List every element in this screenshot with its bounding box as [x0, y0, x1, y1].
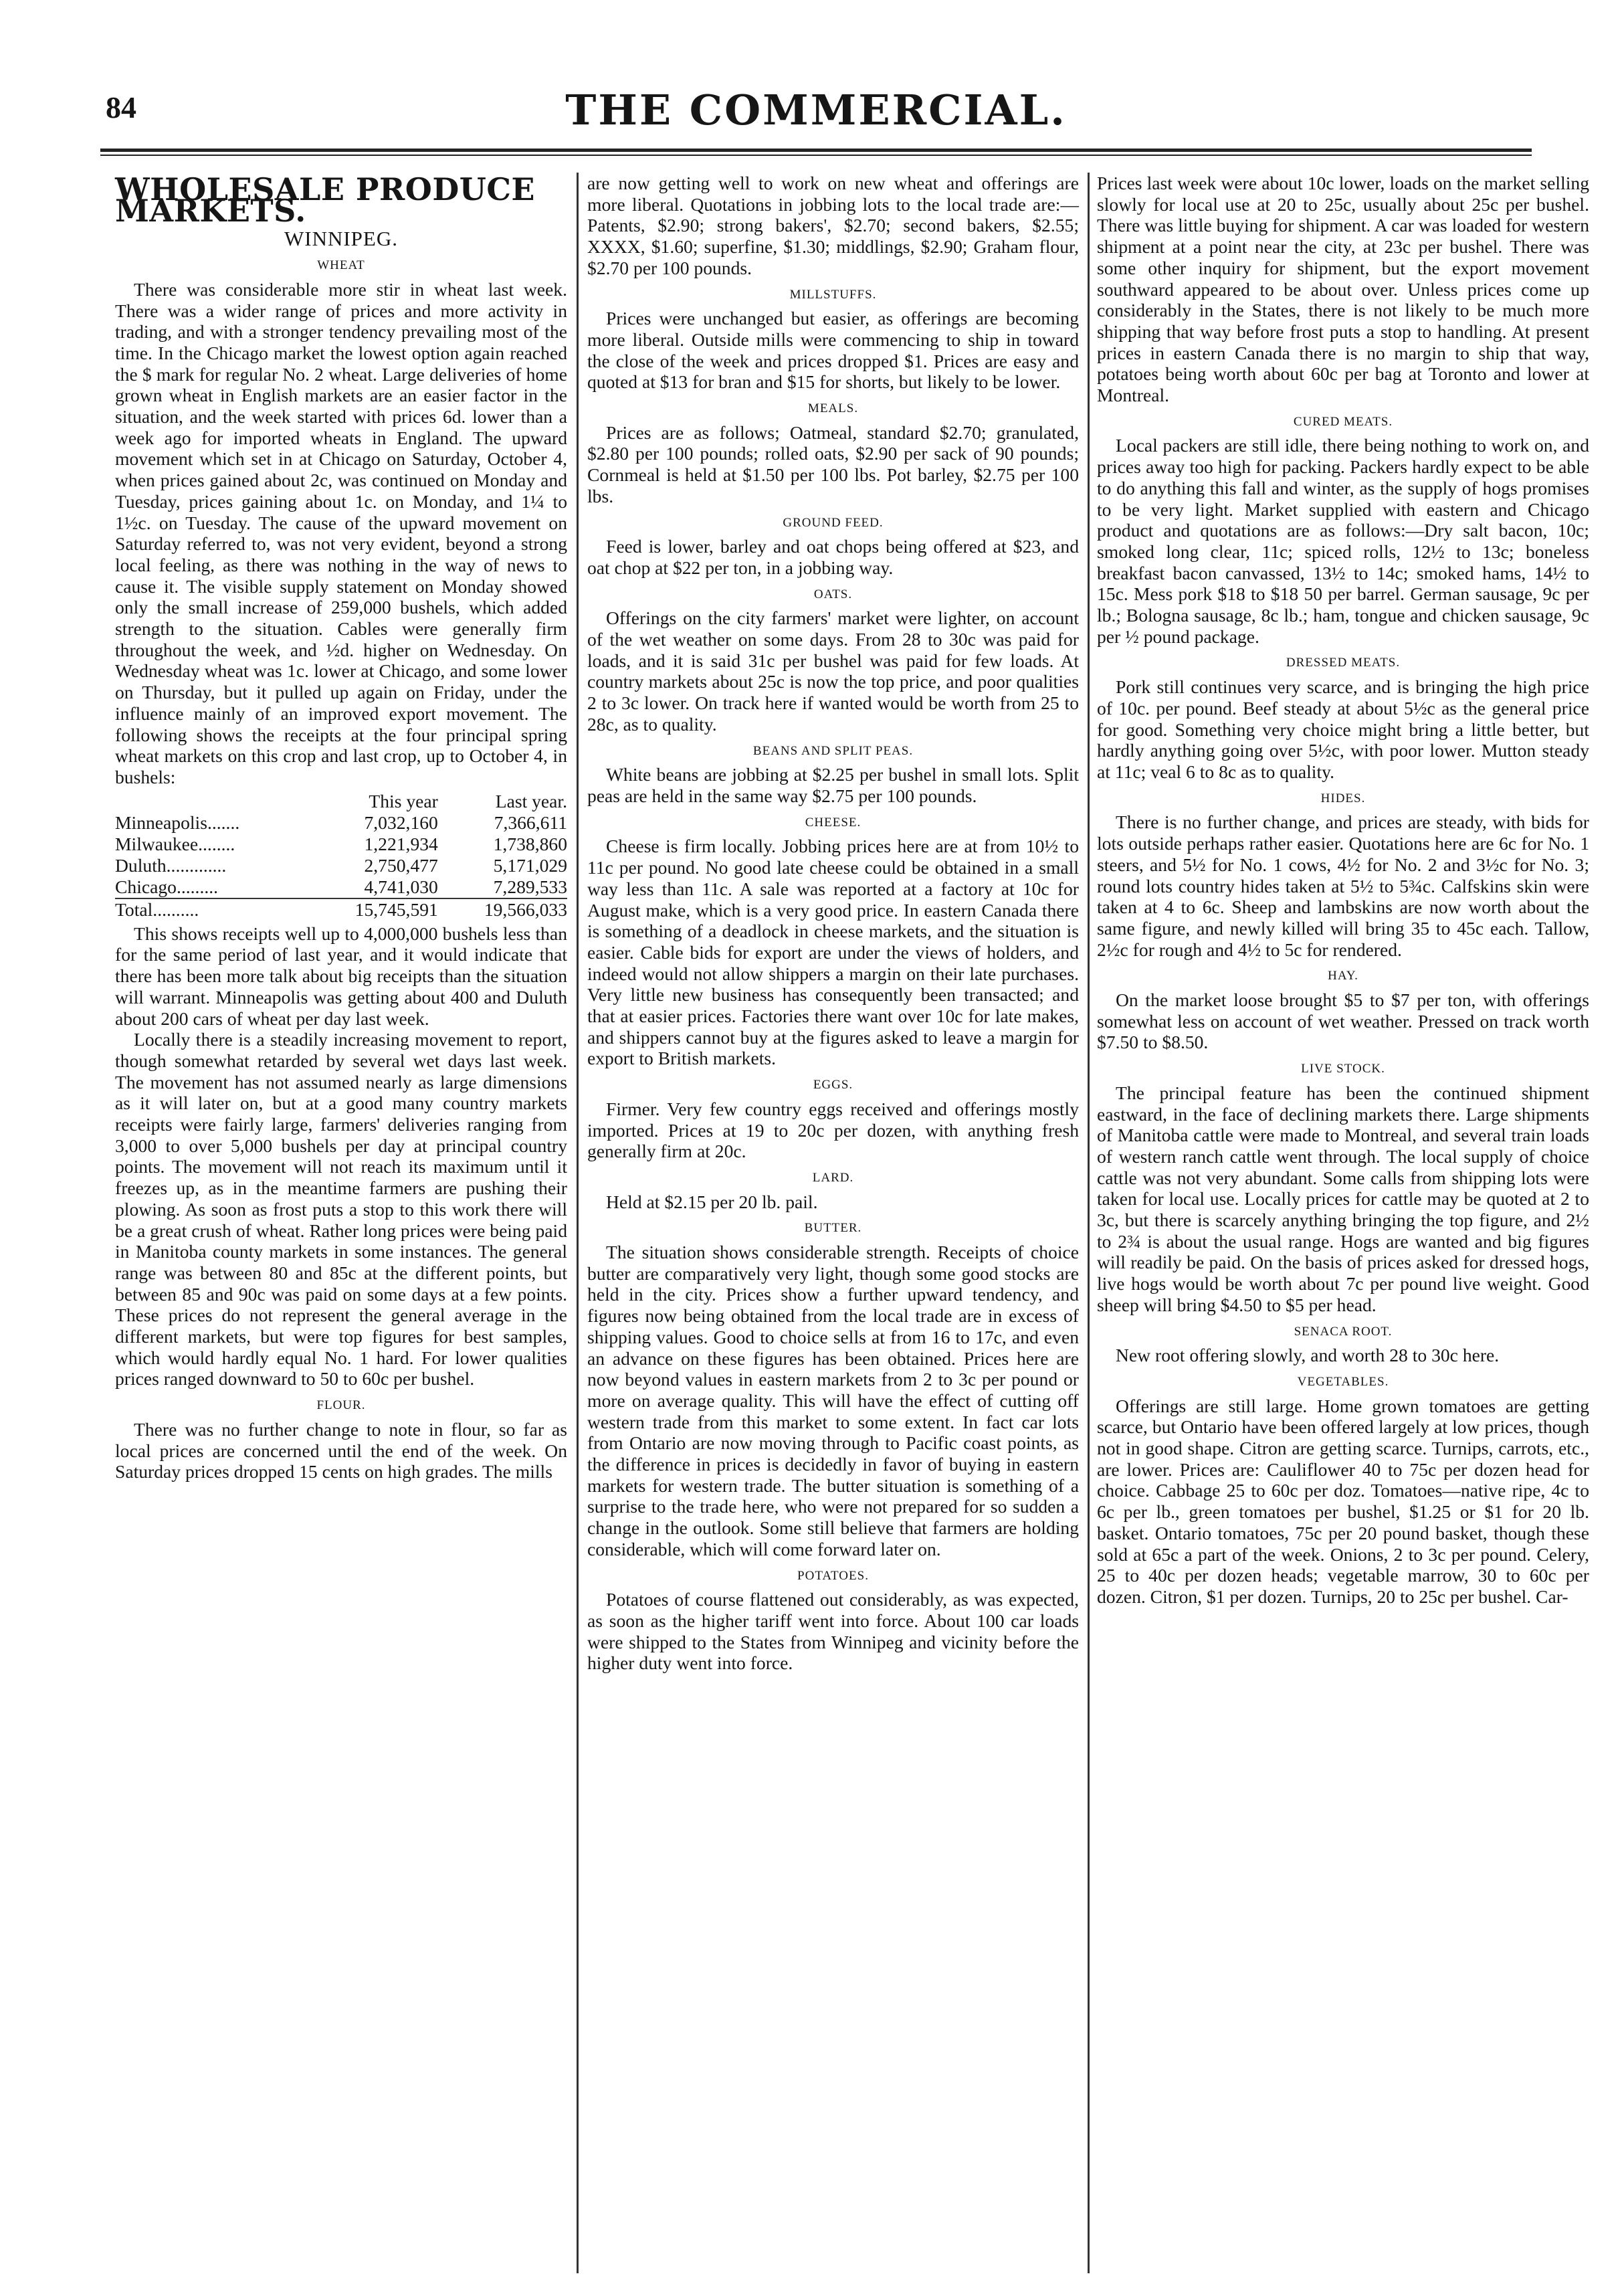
beans-paragraph: White beans are jobbing at $2.25 per bushel in small lots. Split peas are held in the same way $2.75 per 100 pounds.: [587, 764, 1079, 806]
city-cell: Minneapolis.......: [115, 811, 240, 833]
masthead: THE COMMERCIAL.: [565, 86, 1067, 134]
this-year-cell: 4,741,030: [364, 876, 438, 897]
cheese-paragraph: Cheese is firm locally. Jobbing prices here are at from 10½ to 11c per pound. No good late cheese could be obtained in a small way less than 11c. A sale was reported at a factory at 10c for August make, which is a very good price. In eastern Canada there is something of a deadlock in cheese markets, and the situation is easier. Cable bids for export are under the views of holders, and indeed would not allow shippers a margin on their late purchases. Very little new business has consequently been transacted; and that at easier prices. Factories there want over 10c for late makes, and shippers cannot buy at the figures asked to leave a margin for export to British markets.: [587, 836, 1079, 1069]
section-heading-millstuffs: MILLSTUFFS.: [789, 287, 877, 302]
section-heading-beans: BEANS AND SPLIT PEAS.: [752, 743, 914, 758]
meals-paragraph: Prices are as follows; Oatmeal, standard $2.70; granulated, $2.80 per 100 pounds; rolled oats, $2.90 per sack of 90 pounds; Cornmeal is held at $1.50 per 100 lbs. Pot barley, $2.75 per 100 lbs.: [587, 421, 1079, 506]
header-rule-thick: [100, 149, 1532, 152]
table-total-row: [115, 898, 567, 921]
wheat-paragraph-2: This shows receipts well up to 4,000,000 bushels less than for the same period of last year, and it would indicate that there has been more talk about big receipts than the situation will warrant. Minneapolis was getting about 400 and Duluth about 200 cars of wheat per day last week.: [115, 923, 567, 1029]
hides-paragraph: There is no further change, and prices are steady, with bids for lots outside perhaps rather easier. Quotations here are 6c for No. 1 steers, and 5½ for No. 1 cows, 4½ for No. 2 and 3½c for No. 3; round lots country hides taken at 5½ to 5¾c. Calfskins skin were taken at 4 to 6c. Sheep and lambskins are now worth about the same figure, and newly killed will bring 35 to 45c each. Tallow, 2½c for rough and 4½ to 5c for rendered.: [1097, 811, 1589, 960]
header-rule-thin: [100, 155, 1532, 156]
section-heading-eggs: EGGS.: [813, 1078, 853, 1092]
section-heading-live-stock: LIVE STOCK.: [1301, 1062, 1385, 1076]
seneca-root-paragraph: New root offering slowly, and worth 28 to 30c here.: [1116, 1345, 1500, 1366]
this-year-cell: 2,750,477: [364, 854, 438, 876]
wheat-paragraph-1: There was considerable more stir in wheat last week. There was a wider range of prices and more activity in trading, and with a stronger tendency prevailing most of the time. In the Chicago market the lowest option again reached the $ mark for regular No. 2 wheat. Large deliveries of home grown wheat in English markets are an easier factor in the situation, and the week started with prices 6d. lower than a week ago for imported wheats in England. The upward movement which set in at Chicago on Saturday, October 4, when prices gained about 2c, was continued on Monday and Tuesday, prices gaining about 1c. on Monday, and 1¼ to 1½c. on Tuesday. The cause of the upward movement on Saturday referred to, was not very evident, beyond a strong local feeling, as there was nothing in the way of news to cause it. The visible supply statement on Monday showed only the small increase of 259,000 bushels, which added strength to the situation. Cables were generally firm throughout the week, and ½d. higher on Wednesday. On Wednesday wheat was 1c. lower at Chicago, and some lower on Thursday, but it pulled up again on Friday, under the influence mainly of an improved export movement. The following shows the receipts at the four principal spring wheat markets on this crop and last crop, up to October 4, in bushels:: [115, 278, 567, 787]
section-heading-lard: LARD.: [812, 1170, 854, 1185]
table-row: [115, 834, 567, 855]
page-number: 84: [106, 90, 136, 124]
last-year-cell: 7,366,611: [494, 811, 567, 833]
column-divider-1: [577, 173, 579, 2273]
column-1: [115, 173, 567, 1483]
potatoes-continued-paragraph: Prices last week were about 10c lower, loads on the market selling slowly for local use at 20 to 25c, usually about 25c per bushel. There was little buying for shipment. A car was loaded for western shipment at a point near the city, at 23c per bushel. There was some other inquiry for shipment, but the export movement southward appeared to be about over. Unless prices come up considerably in the States, there is not likely to be much more shipping that way before frost puts a stop to handling. At present prices in eastern Canada there is no margin to ship that way, potatoes being worth about 60c per bag at Toronto and lower at Montreal.: [1097, 173, 1589, 406]
section-heading-cured-meats: CURED MEATS.: [1293, 414, 1393, 429]
butter-paragraph: The situation shows considerable strength. Receipts of choice butter are comparatively very light, though some good stocks are held in the city. Prices show a further upward tendency, and figures now being obtained from the local trade are in excess of shipping values. Good to choice sells at from 16 to 17c, and even an advance on these figures has been obtained. Prices here are now beyond values in eastern markets from 2 to 3c per pound or more on average quality. This will have the effect of cutting off western trade from this market to some extent. In fact car lots from Ontario are now moving through to Pacific coast points, as the difference in prices is decidedly in favor of buying in eastern markets for western trade. The butter situation is something of a surprise to the trade here, who were not prepared for so sudden a change in the outlook. Some still believe that farmers are holding considerable, which will come forward later on.: [587, 1242, 1079, 1559]
table-row: [115, 876, 567, 898]
wheat-paragraph-3: Locally there is a steadily increasing movement to report, though somewhat retarded by several wet days last week. The movement has not assumed nearly as large dimensions as it will later on, but at a good many country markets receipts were fairly large, farmers' deliveries ranging from 3,000 to over 5,000 bushels per day at principal country points. The movement will not reach its maximum until it freezes up, as in the meantime farmers are pushing their plowing. As soon as frost puts a stop to this work there will be a great crush of wheat. Rather long prices were being paid in Manitoba county markets in some instances. The general range was between 80 and 85c at the different points, but between 85 and 90c was paid on some days at a few points. These prices do not represent the general average in the different markets, but were top figures for best samples, which would hardly equal No. 1 hard. For lower qualities prices ranged downward to 50 to 60c per bushel.: [115, 1029, 567, 1390]
cured-meats-paragraph: Local packers are still idle, there being nothing to work on, and prices away too high for packing. Packers hardly expect to be able to do anything this fall and winter, as the supply of hogs promises to be very light. Market supplied with eastern and Chicago product and quotations are as follows:—Dry salt bacon, 10c; smoked long clear, 11c; spiced rolls, 12½ to 13c; boneless breakfast bacon canvassed, 13½ to 14c; smoked hams, 14½ to 15c. Mess pork $18 to $18 50 per barrel. German sausage, 9c per lb.; Bologna sausage, 8c lb.; ham, tongue and chicken sausage, 9c per ½ pound package.: [1097, 435, 1589, 647]
section-heading-butter: BUTTER.: [804, 1221, 862, 1236]
hay-paragraph: On the market loose brought $5 to $7 per ton, with offerings somewhat less on account of wet weather. Pressed on track worth $7.50 to $8.50.: [1097, 989, 1589, 1053]
location-heading: WINNIPEG.: [284, 227, 398, 251]
city-cell: Milwaukee........: [115, 833, 235, 854]
section-heading-hides: HIDES.: [1320, 791, 1366, 805]
flour-continued-paragraph: are now getting well to work on new wheat and offerings are more liberal. Quotations in jobbing lots to the local trade are:—Patents, $2.90; strong bakers', $2.70; second bakers, $2.55; XXXX, $1.60; superfine, $1.30; middlings, $2.90; Graham flour, $2.70 per 100 pounds.: [587, 173, 1079, 278]
city-cell: Duluth.............: [115, 854, 227, 876]
section-heading-wheat: WHEAT: [317, 258, 365, 273]
this-year-cell: 1,221,934: [364, 833, 438, 854]
last-year-cell: 1,738,860: [493, 833, 567, 854]
section-heading-oats: OATS.: [813, 587, 853, 601]
total-this-year: 15,745,591: [309, 898, 438, 921]
this-year-cell: 7,032,160: [364, 811, 438, 833]
article-title: WHOLESALE PRODUCE MARKETS.: [115, 171, 535, 229]
table-row: [115, 812, 567, 834]
section-heading-flour: FLOUR.: [316, 1398, 366, 1413]
page-header: [100, 86, 1532, 139]
column-3: [1097, 173, 1589, 1608]
section-heading-ground-feed: GROUND FEED.: [783, 515, 884, 530]
oats-paragraph: Offerings on the city farmers' market were lighter, on account of the wet weather on some days. From 28 to 30c was paid for loads, and it is said 31c per bushel was paid for few loads. At country markets about 25c is now the top price, and poor qualities 2 to 3c lower. On track here if wanted would be worth from 25 to 28c, as to quality.: [587, 607, 1079, 735]
total-label: Total..........: [115, 898, 309, 921]
column-header-last-year: Last year.: [495, 790, 567, 811]
last-year-cell: 7,289,533: [493, 876, 567, 897]
receipts-table: [115, 791, 567, 921]
column-header-this-year: This year: [369, 790, 438, 811]
table-row: [115, 855, 567, 876]
section-heading-potatoes: POTATOES.: [797, 1568, 869, 1583]
section-heading-seneca-root: SENACA ROOT.: [1294, 1324, 1393, 1339]
column-divider-2: [1088, 173, 1090, 2273]
lard-paragraph: Held at $2.15 per 20 lb. pail.: [606, 1191, 818, 1212]
section-heading-vegetables: VEGETABLES.: [1297, 1374, 1389, 1389]
live-stock-paragraph: The principal feature has been the continued shipment eastward, in the face of declining markets there. Large shipments of Manitoba cattle were made to Montreal, and several train loads of western ranch cattle went through. The local supply of choice cattle was not very abundant. Some calls from shipping lots were taken for local use. Locally prices for cattle may be quoted at 2 to 3c, but there is scarcely anything bringing the top figure, and 2½ to 2¾ is about the usual range. Hogs are wanted and big figures will readily be paid. On the basis of prices asked for dressed hogs, live hogs would be worth about 7c per pound live weight. Good sheep will bring $4.50 to $5 per head.: [1097, 1082, 1589, 1315]
flour-paragraph: There was no further change to note in flour, so far as local prices are concerned until the end of the week. On Saturday prices dropped 15 cents on high grades. The mills: [115, 1418, 567, 1483]
city-cell: Chicago.........: [115, 876, 219, 897]
section-heading-hay: HAY.: [1328, 969, 1358, 983]
vegetables-paragraph: Offerings are still large. Home grown tomatoes are getting scarce, but Ontario have been offered largely at low prices, though not in good shape. Citron are getting scarce. Turnips, carrots, etc., are lower. Prices are: Cauliflower 40 to 75c per dozen head for choice. Cabbage 25 to 60c per doz. Tomatoes—native ripe, 4c to 6c per lb., green tomatoes per bushel, $1.25 or $1 for 20 lb. basket. Ontario tomatoes, 75c per 20 pound basket, though these sold at 65c a part of the week. Onions, 2 to 3c per pound. Celery, 25 to 40c per dozen heads; vegetable marrow, 30 to 60c per dozen. Citron, $1 per dozen. Turnips, 20 to 25c per bushel. Car-: [1097, 1395, 1589, 1607]
column-2: [587, 173, 1079, 1674]
section-heading-meals: MEALS.: [807, 401, 859, 416]
ground-feed-paragraph: Feed is lower, barley and oat chops being offered at $23, and oat chop at $22 per ton, in a jobbing way.: [587, 536, 1079, 578]
eggs-paragraph: Firmer. Very few country eggs received and offerings mostly imported. Prices at 19 to 20c per dozen, with anything fresh generally firm at 20c.: [587, 1098, 1079, 1162]
section-heading-cheese: CHEESE.: [805, 815, 861, 830]
section-heading-dressed-meats: DRESSED MEATS.: [1286, 656, 1401, 670]
last-year-cell: 5,171,029: [493, 854, 567, 876]
potatoes-paragraph: Potatoes of course flattened out considerably, as was expected, as soon as the higher tariff went into force. About 100 car loads were shipped to the States from Winnipeg and vicinity before the higher duty went into force.: [587, 1589, 1079, 1674]
receipts-table-header: [115, 791, 567, 812]
millstuffs-paragraph: Prices were unchanged but easier, as offerings are becoming more liberal. Outside mills were commencing to ship in toward the close of the week and prices dropped $1. Prices are easy and quoted at $13 for bran and $15 for shorts, but likely to be lower.: [587, 308, 1079, 393]
total-last-year: 19,566,033: [438, 898, 567, 921]
dressed-meats-paragraph: Pork still continues very scarce, and is bringing the high price of 10c. per pound. Beef steady at about 5½c as the general price for good. Something very choice might bring a little better, but hardly anything going over 5½c, with poor lower. Mutton steady at 11c; veal 6 to 8c as to quality.: [1097, 676, 1589, 782]
